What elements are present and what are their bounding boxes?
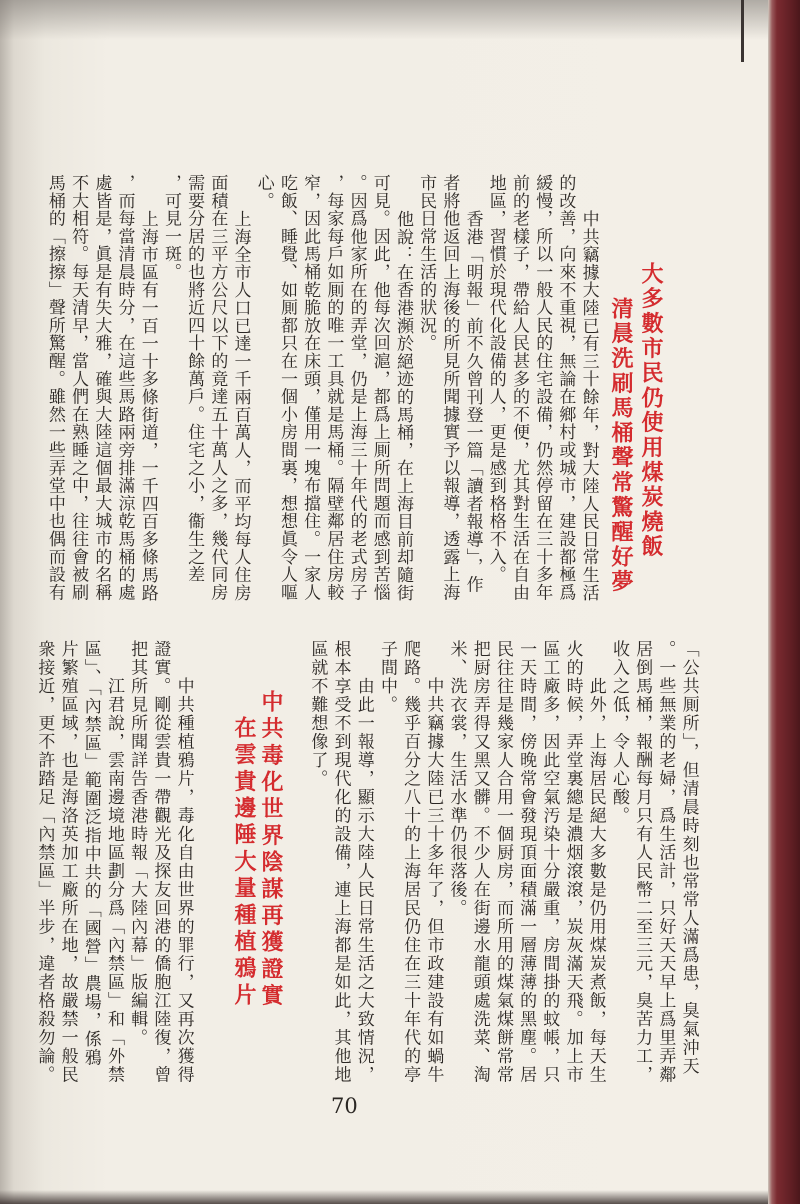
text-column: 衆接近，更不許踏足「內禁區」半步，違者格殺勿論。 [34, 640, 55, 1084]
text-column: 中共種植鴉片，毒化自由世界的罪行，又再次獲得 [173, 677, 194, 1084]
text-column: 把其所見所聞詳告香港時報「大陸內幕」版編輯。 [127, 640, 148, 1047]
text-column: 。一些無業的老婦，爲生活計，只好天天早上爲里弄鄰 [655, 640, 676, 1084]
text-column: 民往往是幾家人合用一個厨房，而所用的煤氣煤餅常常 [492, 640, 513, 1084]
text-column: 此外，上海居民絕大多數是仍用煤炭煮飯，每天生 [585, 677, 606, 1084]
text-column: 居倒馬桶，報酬每月只有人民幣二至三元，臭苦力工， [632, 640, 653, 1084]
article-1-headline-line-1: 大多數市民仍使用煤炭燒飯 [638, 262, 663, 560]
text-column: 緩慢，所以一般人民的住宅設備，仍然停留在三十多年 [532, 174, 553, 602]
text-column: 需要分居的也將近四十餘萬戶。住宅之小，衞生之差 [184, 174, 205, 584]
text-column: ，可見一斑。 [160, 174, 181, 281]
page-bottom-shadow [0, 1190, 770, 1204]
text-column: 中共竊據大陸已三十多年了，但市政建設有如蝸牛 [423, 677, 444, 1084]
text-column: 區」、「內禁區」範圍泛指中共的「國營」農場，係鴉 [80, 640, 101, 1067]
text-column: ，而每當清晨時分，在這些馬路兩旁排滿涼乾馬桶的處 [114, 174, 135, 602]
text-column: 江君說，雲南邊境地區劃分爲「內禁區」和「外禁 [103, 677, 124, 1084]
text-column: 心。 [253, 174, 274, 210]
text-column: 市民日常生活的狀況。 [416, 174, 437, 352]
text-column: 片繁殖區域，也是海洛英加工廠所在地，故嚴禁一般民 [57, 640, 78, 1084]
text-column: 處皆是，眞是有失大雅，確與大陸這個最大城市的名稱 [91, 174, 112, 602]
text-column: 前的老樣子，帶給人民甚多的不便，尤其對生活在自由 [508, 174, 529, 602]
text-column: 一天時間，傍晚常會發現頂面積滿一層薄薄的黑塵。居 [516, 640, 537, 1084]
article-1-body-upper [43, 174, 600, 614]
text-column: 可見。因此，他每次回滬，都爲上厠所問題而感到苦惱 [369, 174, 390, 602]
text-column: 地區，習慣於現代化設備的人，更是感到格格不入。 [485, 174, 506, 584]
text-column: 米、洗衣裳，生活水準仍很落後。 [446, 640, 467, 918]
text-column: 「公共厠所」，但清晨時刻也常常人滿爲患，臭氣沖天 [678, 640, 699, 1076]
text-column: 窄，因此馬桶乾脆放在床頭，僅用一塊布擋住。一家人 [300, 174, 321, 602]
text-column: 不大相符。每天清早，當人們在熟睡之中，往往會被刷 [68, 174, 89, 602]
text-column: 區就不難想像了。 [307, 640, 328, 788]
text-column: 區工廠多，因此空氣汚染十分嚴重，房間掛的蚊帳，只 [539, 640, 560, 1084]
text-column: 。因爲他家所在的弄堂，仍是上海三十年代的老式房子 [346, 174, 367, 602]
article-2-headline-line-1: 中共毒化世界陰謀再獲證實 [258, 690, 283, 1011]
text-column: 吃飯、睡覺、如厠都只在一個小房間裏，想想眞令人嘔 [276, 174, 297, 602]
text-column: 的改善，向來不重視，無論在鄉村或城市，建設都極爲 [555, 174, 576, 602]
text-column: 由此一報導，顯示大陸人民日常生活之大致情況， [353, 677, 374, 1084]
text-column: 根本享受不到現代化的設備，連上海都是如此，其他地 [330, 640, 351, 1084]
article-1-headline-line-2: 清晨洗刷馬桶聲常驚醒好夢 [608, 297, 633, 595]
article-2-headline-line-2: 在雲貴邊陲大量種植鴉片 [231, 716, 256, 1010]
text-column: 面積在三平方公尺以下的竟達五十萬人之多，幾代同房 [207, 174, 228, 602]
text-column: 上海市區有一百一十多條街道，一千四百多條馬路 [137, 209, 158, 602]
text-column: ，每家每戶如厠的唯一工具就是馬桶。隔壁鄰居住房較 [323, 174, 344, 602]
book-binding-edge [768, 0, 800, 1204]
text-column: 收入之低，令人心酸。 [608, 640, 629, 825]
text-column: 證實。剛從雲貴一帶觀光及探友回港的僑胞江陸復，曾 [150, 640, 171, 1084]
text-column: 中共竊據大陸已有三十餘年，對大陸人民日常生活 [578, 209, 599, 602]
article-2-body [32, 640, 194, 1090]
text-column: 者將他返回上海後的所見所聞據實予以報導，透露上海 [439, 174, 460, 602]
text-column: 他說：在香港瀕於絕迹的馬桶，在上海目前却隨街 [392, 209, 413, 602]
article-1-body-lower [305, 640, 699, 1090]
text-column: 爬路。幾乎百分之八十的上海居民仍住在三十年代的亭 [400, 640, 421, 1084]
text-column: 火的時候，弄堂裏總是濃烟滾滾，炭灰滿天飛。加上市 [562, 640, 583, 1084]
text-column: 香港「明報」前不久曾刊登一篇「讀者報導」，作 [462, 209, 483, 593]
text-column: 上海全市人口已達一千兩百萬人，而平均每人住房 [230, 209, 251, 602]
text-column: 把厨房弄得又黑又髒。不少人在街邊水龍頭處洗菜、淘 [469, 640, 490, 1084]
page-number: 70 [331, 1094, 358, 1118]
text-column: 馬桶的「擦擦」聲所驚醒。雖然一些弄堂中也偶而設有 [44, 174, 65, 602]
page-top-shadow [0, 0, 770, 40]
facing-page-edge [741, 0, 744, 62]
text-column: 子間中。 [376, 640, 397, 714]
